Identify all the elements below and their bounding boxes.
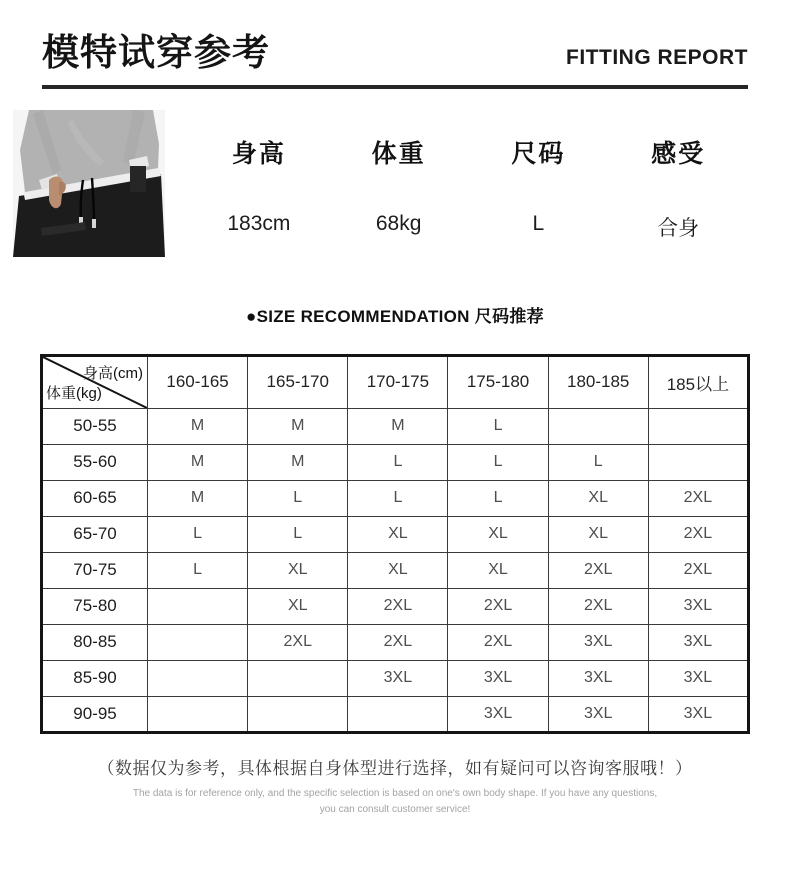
size-cell: 2XL (348, 624, 448, 660)
size-cell: 3XL (448, 696, 548, 732)
table-row (42, 516, 749, 552)
size-cell: 3XL (348, 660, 448, 696)
size-cell: XL (248, 552, 348, 588)
reference-note-en-line1: The data is for reference only, and the specific selection is based on one's own body shape. If you have any questions, (132, 787, 658, 799)
size-cell: XL (348, 516, 448, 552)
size-cell (648, 444, 748, 480)
weight-range-cell: 85-90 (42, 660, 148, 696)
height-column-header: 185以上 (648, 355, 748, 408)
size-cell: 2XL (448, 588, 548, 624)
model-section (13, 110, 748, 258)
size-cell (548, 408, 648, 444)
size-cell: 3XL (548, 696, 648, 732)
corner-height-label: 身高(cm) (83, 364, 143, 382)
size-cell (148, 588, 248, 624)
size-cell (248, 696, 348, 732)
table-row (42, 588, 749, 624)
size-cell: 2XL (548, 588, 648, 624)
weight-range-cell: 50-55 (42, 408, 148, 444)
size-cell: 2XL (648, 552, 748, 588)
size-cell: 3XL (448, 660, 548, 696)
page-title: 模特试穿参考 (42, 32, 270, 73)
size-cell: M (248, 408, 348, 444)
size-cell: M (148, 408, 248, 444)
size-cell: L (248, 480, 348, 516)
size-table-wrap (40, 354, 750, 734)
reference-note-en (0, 786, 790, 819)
page-subtitle: FITTING REPORT (566, 45, 748, 69)
size-cell (648, 408, 748, 444)
table-row (42, 660, 749, 696)
model-stats (189, 110, 748, 258)
table-row (42, 552, 749, 588)
table-row (42, 480, 749, 516)
size-cell (248, 660, 348, 696)
stat-size (469, 110, 609, 258)
size-cell: M (348, 408, 448, 444)
size-cell (148, 696, 248, 732)
size-recommendation-heading: ●SIZE RECOMMENDATION 尺码推荐 (246, 306, 544, 326)
size-cell: 2XL (448, 624, 548, 660)
header (0, 32, 790, 75)
size-cell: L (148, 552, 248, 588)
stat-weight (329, 110, 469, 258)
stat-label: 尺码 (511, 139, 566, 168)
reference-note-en-line2: you can consult customer service! (319, 804, 471, 816)
size-cell: L (348, 480, 448, 516)
size-cell: 3XL (648, 624, 748, 660)
size-cell: XL (448, 552, 548, 588)
size-recommendation-table (40, 354, 750, 734)
stat-value: 合身 (657, 216, 700, 240)
size-cell: 3XL (648, 660, 748, 696)
fitting-report-page (0, 32, 790, 875)
stat-value: 183cm (227, 211, 291, 235)
size-cell: 3XL (648, 588, 748, 624)
size-cell: 3XL (548, 624, 648, 660)
stat-label: 体重 (371, 139, 426, 168)
model-photo (13, 110, 165, 257)
size-cell: 2XL (248, 624, 348, 660)
stat-label: 身高 (231, 139, 286, 168)
size-cell: XL (548, 516, 648, 552)
stat-label: 感受 (651, 139, 706, 168)
size-cell: L (448, 408, 548, 444)
stat-value: 68kg (375, 211, 422, 235)
size-cell: L (448, 444, 548, 480)
stat-feeling (608, 110, 748, 258)
size-cell (148, 624, 248, 660)
size-cell: L (548, 444, 648, 480)
height-column-header: 175-180 (448, 355, 548, 408)
size-cell: 2XL (548, 552, 648, 588)
corner-weight-label: 体重(kg) (46, 384, 102, 402)
height-column-header: 165-170 (248, 355, 348, 408)
height-column-header: 180-185 (548, 355, 648, 408)
drawstring-tip (92, 219, 96, 228)
table-row (42, 444, 749, 480)
size-cell: L (348, 444, 448, 480)
size-cell: L (448, 480, 548, 516)
table-row (42, 624, 749, 660)
weight-range-cell: 70-75 (42, 552, 148, 588)
table-header-row (42, 355, 749, 408)
size-cell: XL (348, 552, 448, 588)
weight-range-cell: 55-60 (42, 444, 148, 480)
size-cell: XL (248, 588, 348, 624)
size-cell: L (148, 516, 248, 552)
size-cell: XL (448, 516, 548, 552)
table-row (42, 408, 749, 444)
model-photo-graphic (13, 110, 165, 257)
reference-note-cn: （数据仅为参考，具体根据自身体型进行选择，如有疑问可以咨询客服哦！） (97, 758, 693, 778)
weight-range-cell: 60-65 (42, 480, 148, 516)
weight-range-cell: 65-70 (42, 516, 148, 552)
size-cell: 2XL (648, 516, 748, 552)
height-column-header: 170-175 (348, 355, 448, 408)
corner-cell (42, 355, 148, 408)
title-divider (42, 85, 748, 89)
size-cell: 2XL (648, 480, 748, 516)
stat-value: L (532, 211, 545, 235)
size-cell: XL (548, 480, 648, 516)
size-cell: M (148, 444, 248, 480)
size-cell: M (148, 480, 248, 516)
size-cell: M (248, 444, 348, 480)
size-cell: 3XL (548, 660, 648, 696)
size-cell (348, 696, 448, 732)
weight-range-cell: 90-95 (42, 696, 148, 732)
size-cell: 3XL (648, 696, 748, 732)
size-cell: 2XL (348, 588, 448, 624)
table-row (42, 696, 749, 732)
weight-range-cell: 80-85 (42, 624, 148, 660)
size-cell (148, 660, 248, 696)
right-hand (130, 166, 146, 192)
height-column-header: 160-165 (148, 355, 248, 408)
weight-range-cell: 75-80 (42, 588, 148, 624)
size-cell: L (248, 516, 348, 552)
stat-height (189, 110, 329, 258)
